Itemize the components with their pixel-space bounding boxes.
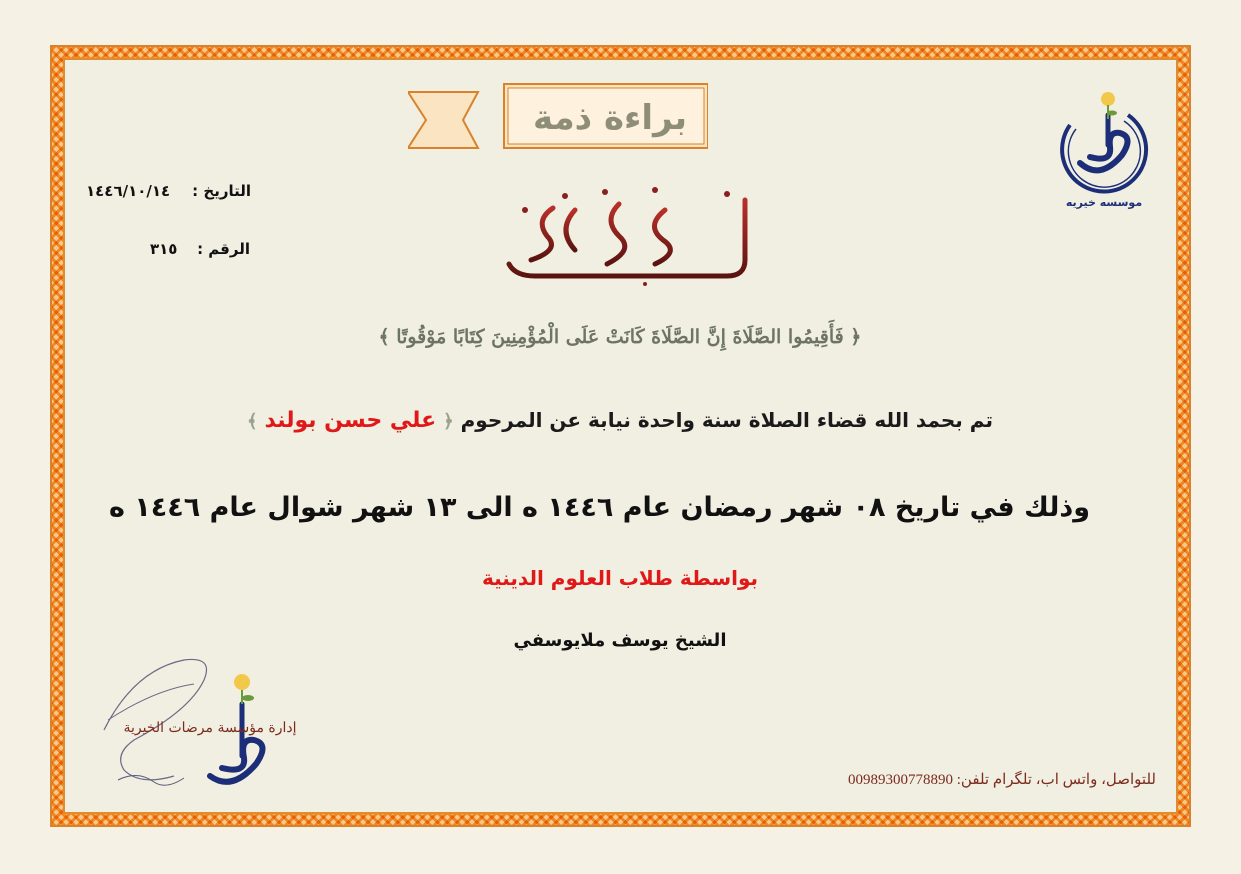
deceased-name: علي حسن بولند: [264, 408, 437, 433]
quran-verse: ﴿ فَأَقِيمُوا الصَّلَاةَ إِنَّ الصَّلَاةَ كَانَتْ عَلَى الْمُؤْمِنِينَ كِتَابًا مَوْقُوتًا ﴾: [378, 326, 862, 348]
date-value: ١٤٤٦/١٠/١٤: [86, 182, 171, 200]
contact-label: للتواصل، واتس اب، تلگرام تلفن:: [956, 772, 1156, 788]
contact-line: [770, 770, 1156, 792]
sheikh-name: الشيخ يوسف ملايوسفي: [513, 630, 727, 651]
number-value: ٣١٥: [150, 240, 178, 258]
statement-text: تم بحمد الله قضاء الصلاة سنة واحدة نيابة عن المرحوم: [460, 408, 993, 432]
statement-line: [200, 408, 1040, 444]
certificate-title: براءة ذمة: [533, 98, 687, 138]
number-label: الرقم :: [197, 240, 250, 258]
logo-caption: موسسه خيريه: [1065, 196, 1143, 209]
contact-phone: 00989300778890: [848, 772, 954, 788]
date-row: [86, 178, 251, 204]
foundation-logo: [1050, 85, 1160, 210]
ornament-open: ﴿: [443, 411, 454, 432]
management-caption: إدارة مؤسسة مرضات الخيرية: [123, 720, 297, 736]
basmala-calligraphy: [495, 180, 757, 290]
performed-by-line: بواسطة طلاب العلوم الدينية: [481, 566, 759, 590]
number-row: [150, 236, 250, 262]
date-label: التاريخ :: [192, 182, 251, 200]
ornament-close: ﴾: [247, 411, 258, 432]
date-range-line: وذلك في تاريخ ٠٨ شهر رمضان عام ١٤٤٦ ه الى ١٣ شهر شوال عام ١٤٤٦ ه: [108, 492, 1090, 523]
